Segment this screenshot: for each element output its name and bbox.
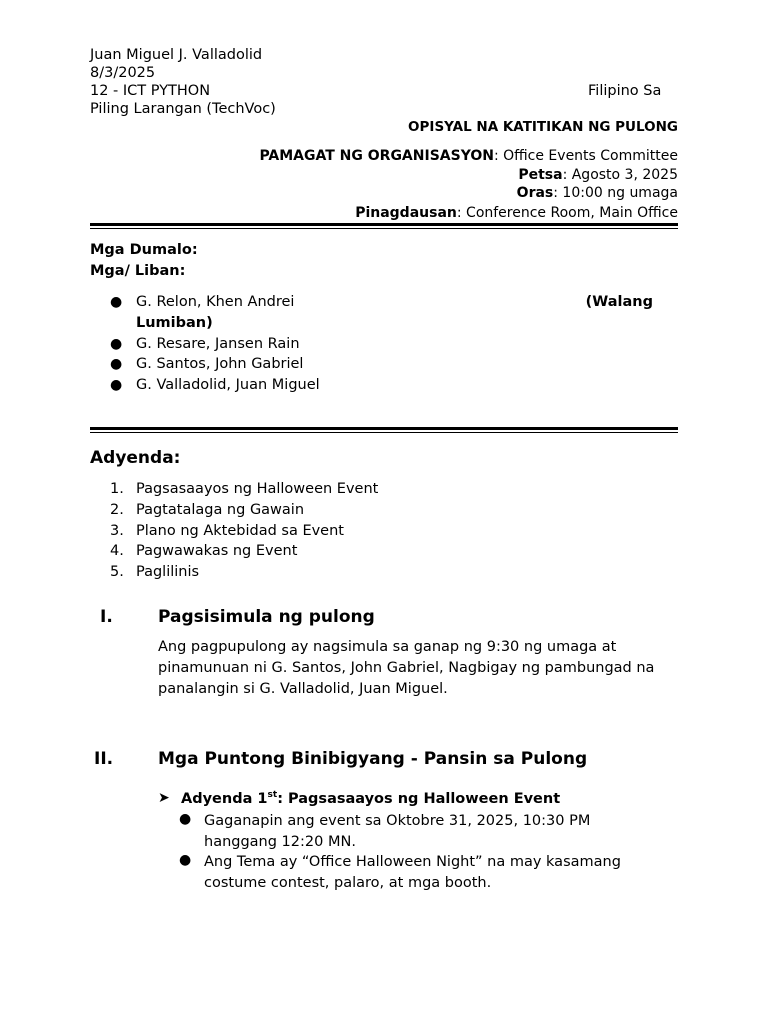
agenda-item: Pagwawakas ng Event bbox=[136, 543, 298, 559]
detail-line: costume contest, palaro, at mga booth. bbox=[204, 875, 492, 891]
date-label: Petsa bbox=[518, 167, 563, 183]
time-value: : 10:00 ng umaga bbox=[553, 185, 678, 201]
agenda-number: 5. bbox=[110, 564, 124, 580]
agenda-number: 2. bbox=[110, 502, 124, 518]
absent-note: (Walang bbox=[585, 294, 653, 310]
date-value: : Agosto 3, 2025 bbox=[562, 167, 678, 183]
subheading-sup: st bbox=[267, 790, 278, 800]
grade-section: 12 - ICT PYTHON bbox=[90, 83, 211, 99]
agenda-number: 4. bbox=[110, 543, 124, 559]
paragraph-line: panalangin si G. Valladolid, Juan Miguel. bbox=[158, 680, 448, 697]
org-value: : Office Events Committee bbox=[493, 148, 678, 164]
place-value: : Conference Room, Main Office bbox=[456, 205, 678, 221]
section-1-title: Pagsisimula ng pulong bbox=[158, 607, 375, 627]
subheading-rest: : Pagsasaayos ng Halloween Event bbox=[277, 791, 561, 807]
absent-label: Mga/ Liban: bbox=[90, 263, 186, 279]
place-label: Pinagdausan bbox=[355, 205, 457, 221]
subject-right: Filipino Sa bbox=[588, 83, 662, 99]
bullet-dot: ● bbox=[110, 356, 123, 372]
detail-line: Gaganapin ang event sa Oktobre 31, 2025, 10:30 PM bbox=[204, 813, 591, 829]
meta-date bbox=[518, 166, 678, 184]
meta-place bbox=[355, 204, 678, 222]
bullet-dot: ● bbox=[110, 377, 123, 393]
meta-time bbox=[517, 184, 678, 202]
org-label: PAMAGAT NG ORGANISASYON bbox=[259, 148, 494, 164]
bullet-dot: ● bbox=[179, 852, 192, 868]
section-1-number: I. bbox=[100, 607, 113, 627]
meta-organization bbox=[259, 147, 678, 165]
member-item: G. Relon, Khen Andrei bbox=[136, 294, 295, 310]
agenda-number: 1. bbox=[110, 481, 124, 497]
section-1-paragraph bbox=[158, 637, 688, 699]
agenda-heading: Adyenda: bbox=[90, 448, 181, 468]
paragraph-line: Ang pagpupulong ay nagsimula sa ganap ng 9:30 ng umaga at bbox=[158, 639, 617, 655]
agenda-item: Pagsasaayos ng Halloween Event bbox=[136, 481, 379, 497]
author-name: Juan Miguel J. Valladolid bbox=[90, 47, 263, 63]
agenda-item: Plano ng Aktebidad sa Event bbox=[136, 523, 344, 539]
divider-middle bbox=[90, 427, 678, 433]
agenda-item: Pagtatalaga ng Gawain bbox=[136, 502, 305, 518]
agenda-item: Paglilinis bbox=[136, 564, 200, 580]
header-date: 8/3/2025 bbox=[90, 65, 156, 81]
section-2-title: Mga Puntong Binibigyang - Pansin sa Pulong bbox=[158, 749, 588, 769]
member-item: G. Valladolid, Juan Miguel bbox=[136, 377, 320, 393]
agenda-subheading bbox=[181, 790, 560, 807]
bullet-dot: ● bbox=[110, 336, 123, 352]
agenda-number: 3. bbox=[110, 523, 124, 539]
subject-name: Piling Larangan (TechVoc) bbox=[90, 101, 276, 117]
time-label: Oras bbox=[516, 185, 554, 201]
divider-top bbox=[90, 223, 678, 229]
detail-line: Ang Tema ay “Office Halloween Night” na may kasamang bbox=[204, 854, 621, 870]
bullet-dot: ● bbox=[179, 811, 192, 827]
bullet-dot: ● bbox=[110, 294, 123, 310]
subheading-prefix: Adyenda 1 bbox=[181, 791, 268, 807]
detail-item bbox=[204, 811, 590, 853]
arrow-bullet-icon: ➤ bbox=[158, 790, 170, 806]
member-item: G. Santos, John Gabriel bbox=[136, 356, 304, 372]
section-2-number: II. bbox=[94, 749, 114, 769]
member-item: G. Resare, Jansen Rain bbox=[136, 336, 300, 352]
detail-line: hanggang 12:20 MN. bbox=[204, 834, 356, 850]
absent-note-cont: Lumiban) bbox=[136, 315, 213, 331]
present-label: Mga Dumalo: bbox=[90, 242, 198, 258]
document-title: OPISYAL NA KATITIKAN NG PULONG bbox=[408, 119, 678, 135]
paragraph-line: pinamunuan ni G. Santos, John Gabriel, Nagbigay ng pambungad na bbox=[158, 659, 655, 676]
detail-item bbox=[204, 852, 621, 894]
